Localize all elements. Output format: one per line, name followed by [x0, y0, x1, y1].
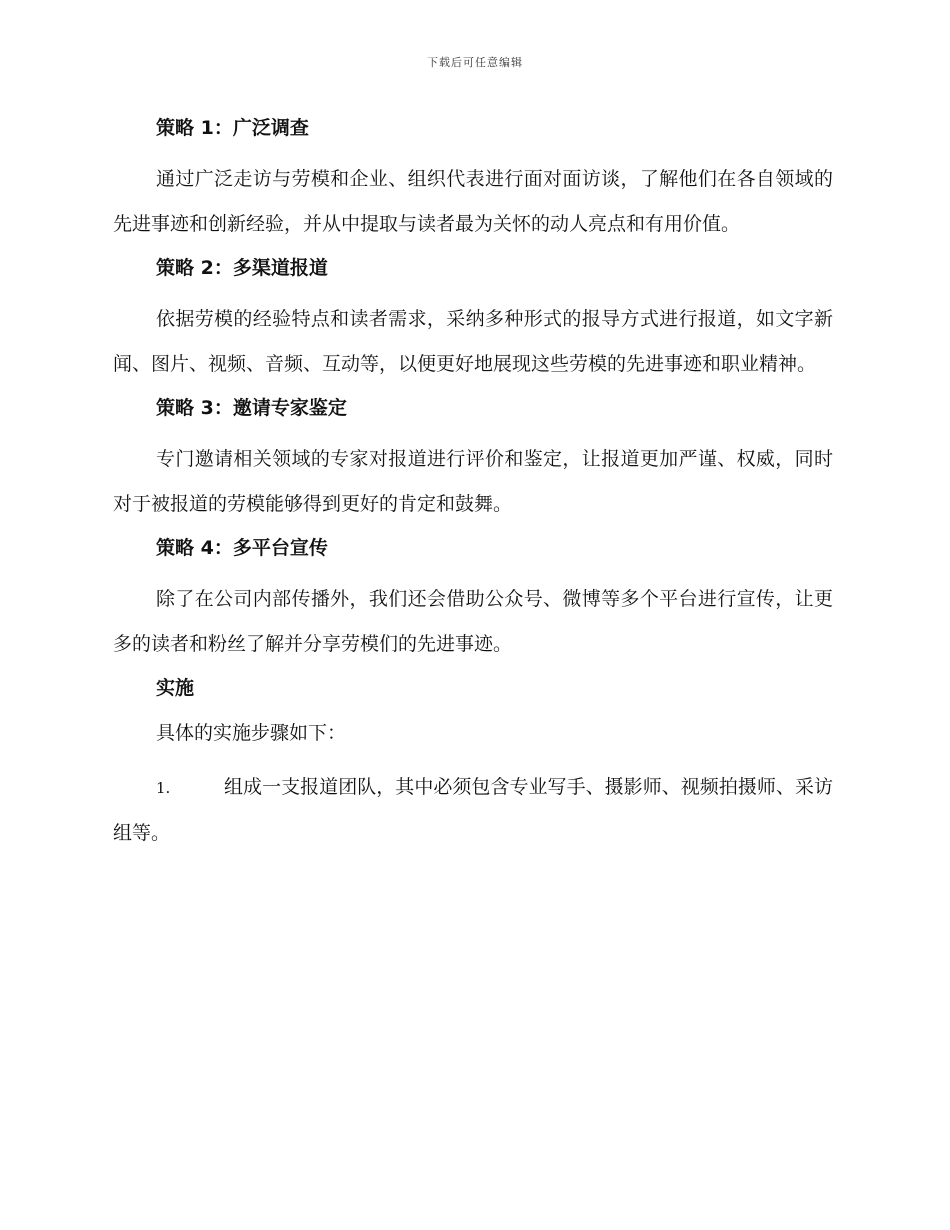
list-item: [113, 765, 833, 856]
section-body-strategy-1: 通过广泛走访与劳模和企业、组织代表进行面对面访谈，了解他们在各自领域的先进事迹和创新经验，并从中提取与读者最为关怀的动人亮点和有用价值。: [113, 168, 833, 235]
header-note: 下载后可任意编辑: [427, 56, 523, 69]
implementation-intro: 具体的实施步骤如下：: [156, 722, 347, 744]
section-body-strategy-3: 专门邀请相关领域的专家对报道进行评价和鉴定，让报道更加严谨、权威，同时对于被报道的劳模能够得到更好的肯定和鼓舞。: [113, 448, 833, 515]
section-heading-strategy-2: 策略 2：多渠道报道: [156, 257, 328, 279]
section-body-strategy-2: 依据劳模的经验特点和读者需求，采纳多种形式的报导方式进行报道，如文字新闻、图片、视频、音频、互动等，以便更好地展现这些劳模的先进事迹和职业精神。: [113, 308, 833, 375]
section-heading-strategy-3: 策略 3：邀请专家鉴定: [156, 397, 347, 419]
list-item-number: 1.: [156, 779, 171, 797]
section-heading-implementation: 实施: [156, 677, 195, 699]
list-item-text: 组成一支报道团队，其中必须包含专业写手、摄影师、视频拍摄师、采访组等。: [113, 776, 833, 844]
section-heading-strategy-1: 策略 1：广泛调查: [156, 117, 309, 139]
section-heading-strategy-4: 策略 4：多平台宣传: [156, 537, 328, 559]
document-body: [113, 112, 833, 856]
section-body-strategy-4: 除了在公司内部传播外，我们还会借助公众号、微博等多个平台进行宣传，让更多的读者和粉丝了解并分享劳模们的先进事迹。: [113, 588, 833, 655]
